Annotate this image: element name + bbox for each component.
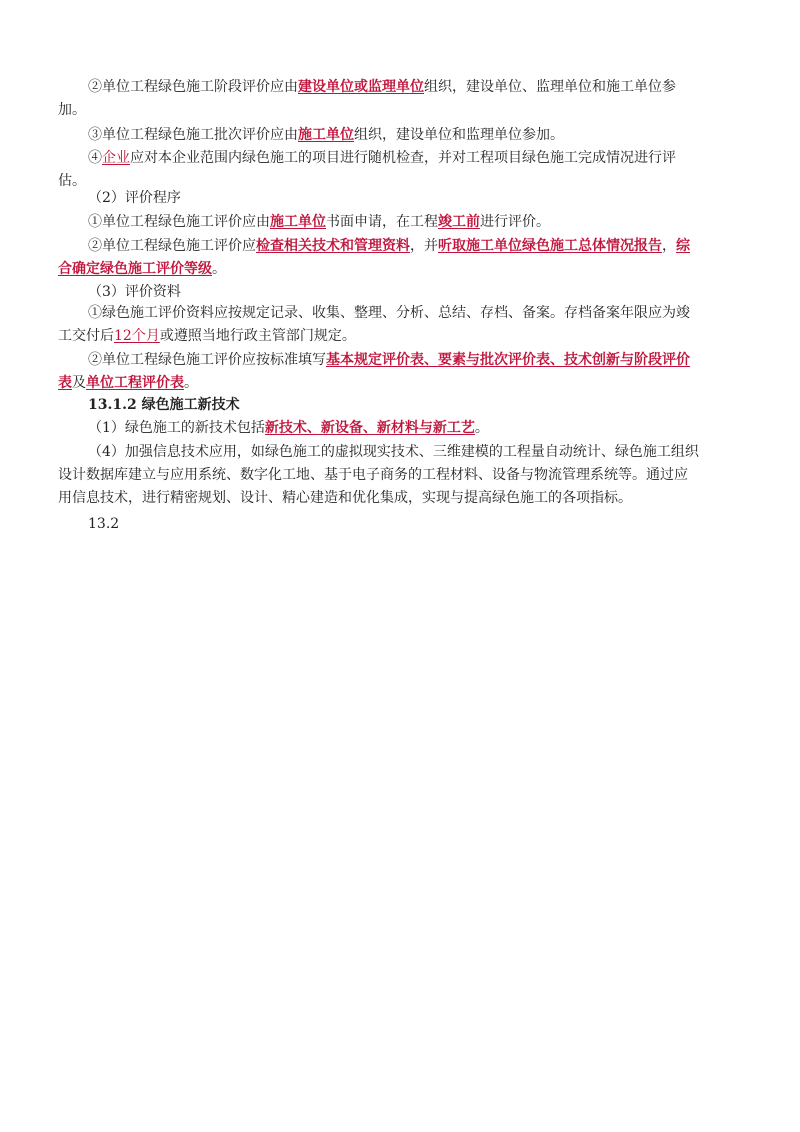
highlight-term: 听取施工单位绿色施工总体情况报告 [438,238,662,254]
paragraph-evaluation-forms: ②单位工程绿色施工评价应按标准填写基本规定评价表、要素与批次评价表、技术创新与阶段评价 表及单位工程评价表。 [58,352,690,391]
highlight-term: 表 [58,375,72,391]
highlight-term: 建设单位或监理单位 [298,79,424,95]
highlight-term: 施工单位 [270,214,326,230]
highlight-term: 基本规定评价表、要素与批次评价表、技术创新与阶段评价 [326,352,690,368]
paragraph-archive-materials: ①绿色施工评价资料应按规定记录、收集、整理、分析、总结、存档、备案。存档备案年限应为竣 工交付后12个月或遵照当地行政主管部门规定。 [58,305,690,344]
highlight-term: 单位工程评价表 [86,375,184,391]
paragraph-apply-evaluation: ①单位工程绿色施工评价应由施工单位书面申请，在工程竣工前进行评价。 [88,214,550,230]
paragraph-information-technology: （4）加强信息技术应用，如绿色施工的虚拟现实技术、三维建模的工程量自动统计、绿色施工组织 设计数据库建立与应用系统、数字化工地、基于电子商务的工程材料、设备与物流管理系统等。通过应 用信息技术，进行精密规划、设计、精心建造和优化集成，实现与提高绿色施工的各项指标。 [58,444,699,506]
paragraph-stage-evaluation: ②单位工程绿色施工阶段评价应由建设单位或监理单位组织，建设单位、监理单位和施工单位参 加。 [58,79,676,118]
paragraph-batch-evaluation: ③单位工程绿色施工批次评价应由施工单位组织，建设单位和监理单位参加。 [88,127,564,143]
highlight-term: 检查相关技术和管理资料 [256,238,410,254]
highlight-term: 企业 [102,150,130,166]
section-heading-new-technology: 13.1.2 绿色施工新技术 [88,397,240,413]
highlight-term: 综 [676,238,690,254]
highlight-term: 合确定绿色施工评价等级 [58,261,212,277]
paragraph-evaluation-content: ②单位工程绿色施工评价应检查相关技术和管理资料，并听取施工单位绿色施工总体情况报告，综 合确定绿色施工评价等级。 [58,238,690,277]
subheading-procedure: （2）评价程序 [88,190,181,206]
highlight-term: 施工单位 [298,127,354,143]
highlight-term: 新技术、新设备、新材料与新工艺 [264,420,475,436]
paragraph-enterprise-check: ④企业应对本企业范围内绿色施工的项目进行随机检查，并对工程项目绿色施工完成情况进行评 估。 [58,150,676,189]
paragraph-new-technology: （1）绿色施工的新技术包括新技术、新设备、新材料与新工艺。 [88,420,489,436]
highlight-term: 12个月 [114,328,160,344]
highlight-term: 竣工前 [438,214,480,230]
section-number-13-2: 13.2 [88,516,120,532]
subheading-materials: （3）评价资料 [88,284,181,300]
